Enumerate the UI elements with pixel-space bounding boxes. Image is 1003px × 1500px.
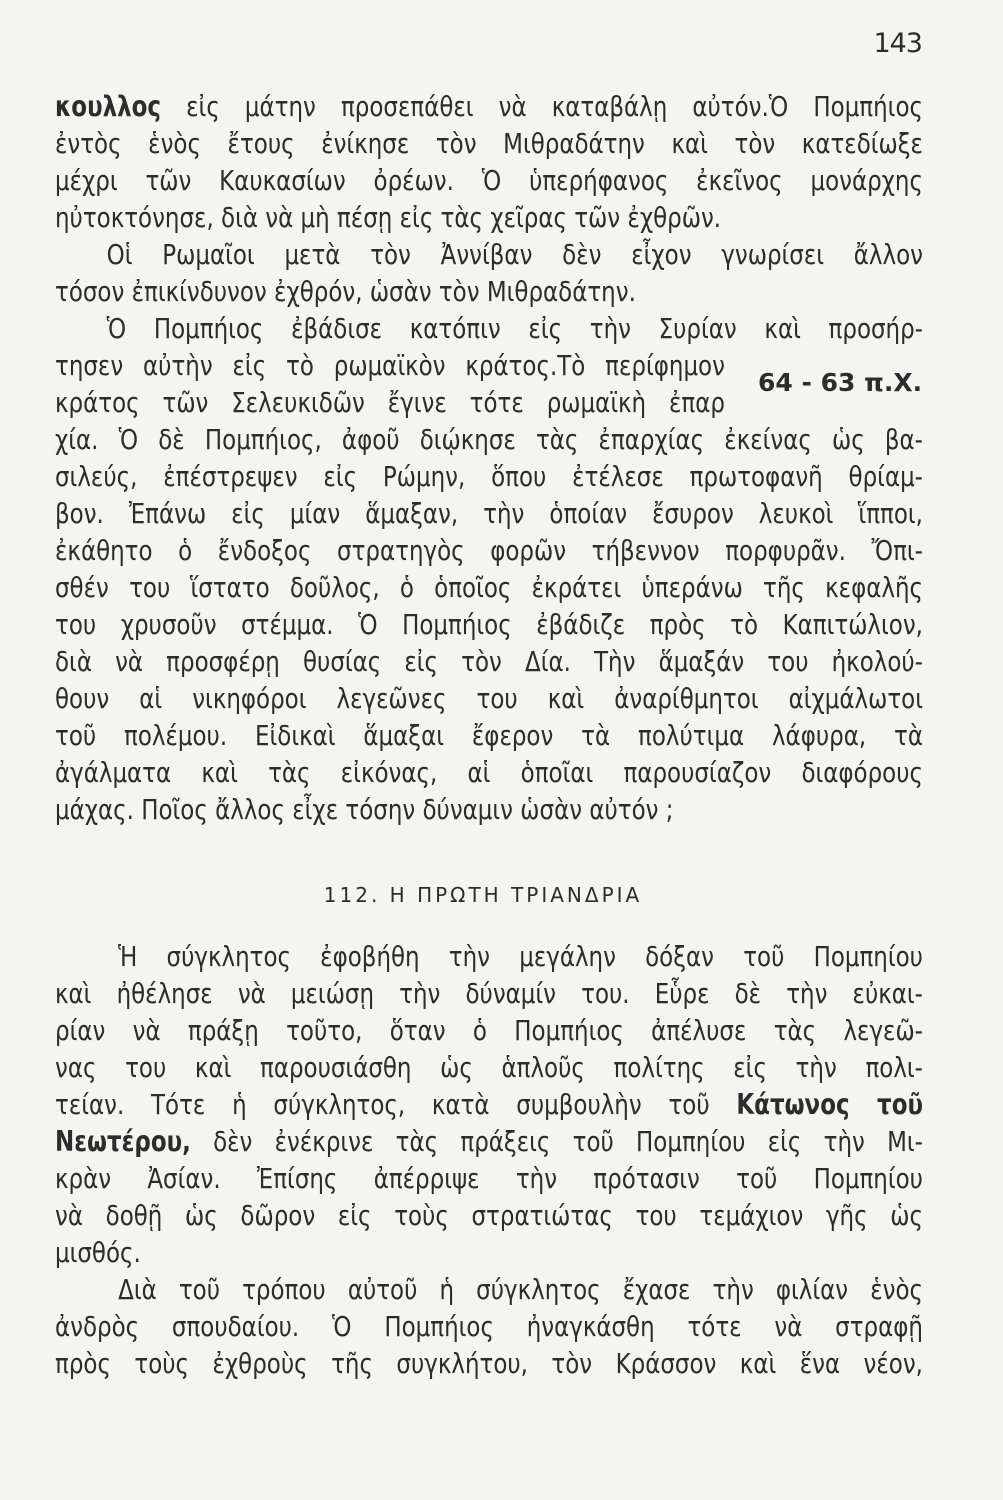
text-line: σιλεύς, ἐπέστρεψεν εἰς Ρώμην, ὅπου ἐτέλεσε πρωτοφανῆ θρίαμ- bbox=[55, 460, 923, 493]
text-line: πρὸς τοὺς ἐχθροὺς τῆς συγκλήτου, τὸν Κράσσον καὶ ἕνα νέον, bbox=[55, 1347, 923, 1380]
text-line: ἐντὸς ἑνὸς ἔτους ἐνίκησε τὸν Μιθραδάτην καὶ τὸν κατεδίωξε bbox=[55, 127, 923, 160]
text-block-lower bbox=[55, 938, 923, 1382]
text-line: καὶ ἠθέλησε νὰ μειώσῃ τὴν δύναμίν του. Εὗρε δὲ τὴν εὐκαι- bbox=[55, 977, 923, 1010]
text-line: μέχρι τῶν Καυκασίων ὀρέων. Ὁ ὑπερήφανος ἐκεῖνος μονάρχης bbox=[55, 164, 923, 197]
text-line bbox=[55, 1086, 923, 1123]
text-line: ἀγάλματα καὶ τὰς εἰκόνας, αἱ ὁποῖαι παρουσίαζον διαφόρους bbox=[55, 756, 923, 789]
bold-name: Κάτωνος τοῦ bbox=[736, 1088, 923, 1121]
text-line: τοῦ πολέμου. Εἰδικαὶ ἅμαξαι ἔφερον τὰ πολύτιμα λάφυρα, τὰ bbox=[55, 719, 923, 752]
text-line bbox=[55, 88, 923, 125]
text-line: Διὰ τοῦ τρόπου αὐτοῦ ἡ σύγκλητος ἔχασε τὴν φιλίαν ἑνὸς bbox=[118, 1273, 923, 1306]
line-text: δὲν ἐνέκρινε τὰς πράξεις τοῦ Πομπηίου εἰς τὴν Μι- bbox=[213, 1125, 923, 1158]
page-number: 143 bbox=[873, 28, 922, 59]
text-line: τησεν αὐτὴν εἰς τὸ ρωμαϊκὸν κράτος.Τὸ περίφημον bbox=[55, 349, 725, 382]
section-heading: 112. Η ΠΡΩΤΗ ΤΡΙΑΝΔΡΙΑ bbox=[323, 883, 643, 907]
text-line: νὰ δοθῇ ὡς δῶρον εἰς τοὺς στρατιώτας του τεμάχιον γῆς ὡς bbox=[55, 1199, 923, 1232]
paragraph bbox=[55, 938, 923, 1271]
text-block-upper bbox=[55, 88, 923, 828]
text-line: μάχας. Ποῖος ἄλλος εἶχε τόσην δύναμιν ὡσὰν αὐτόν ; bbox=[55, 793, 674, 826]
text-line: Οἱ Ρωμαῖοι μετὰ τὸν Ἀννίβαν δὲν εἶχον γνωρίσει ἄλλον bbox=[106, 238, 923, 271]
paragraph bbox=[55, 236, 923, 310]
text-line: Ἡ σύγκλητος ἐφοβήθη τὴν μεγάλην δόξαν τοῦ Πομπηίου bbox=[118, 940, 923, 973]
text-line: του χρυσοῦν στέμμα. Ὁ Πομπήιος ἐβάδιζε πρὸς τὸ Καπιτώλιον, bbox=[55, 608, 923, 641]
text-line: νας του καὶ παρουσιάσθη ὡς ἁπλοῦς πολίτης εἰς τὴν πολι- bbox=[55, 1051, 923, 1084]
bold-name: Νεωτέρου, bbox=[55, 1125, 191, 1158]
text-line: διὰ νὰ προσφέρῃ θυσίας εἰς τὸν Δία. Τὴν ἅμαξάν του ἠκολού- bbox=[55, 645, 923, 678]
text-line: ἐκάθητο ὁ ἔνδοξος στρατηγὸς φορῶν τήβεννον πορφυρᾶν. Ὄπι- bbox=[55, 534, 923, 567]
text-line bbox=[55, 1123, 923, 1160]
text-line: κράτος τῶν Σελευκιδῶν ἔγινε τότε ρωμαϊκὴ ἐπαρ bbox=[55, 386, 725, 419]
text-line: κρὰν Ἀσίαν. Ἐπίσης ἀπέρριψε τὴν πρότασιν τοῦ Πομπηίου bbox=[55, 1162, 923, 1195]
bold-word: κουλλος bbox=[55, 90, 162, 123]
text-line: τόσον ἐπικίνδυνον ἐχθρόν, ὡσὰν τὸν Μιθραδάτην. bbox=[55, 275, 636, 308]
text-line: θουν αἱ νικηφόροι λεγεῶνες του καὶ ἀναρίθμητοι αἰχμάλωτοι bbox=[55, 682, 923, 715]
text-line: βον. Ἐπάνω εἰς μίαν ἅμαξαν, τὴν ὁποίαν ἔσυρον λευκοὶ ἵπποι, bbox=[55, 497, 923, 530]
paragraph bbox=[55, 1271, 923, 1382]
text-line: σθέν του ἵστατο δοῦλος, ὁ ὁποῖος ἐκράτει ὑπεράνω τῆς κεφαλῆς bbox=[55, 571, 923, 604]
line-text: τείαν. Τότε ἡ σύγκλητος, κατὰ συμβουλὴν τοῦ bbox=[55, 1088, 710, 1121]
paragraph bbox=[55, 88, 923, 236]
margin-date-note: 64 - 63 π.Χ. bbox=[758, 368, 923, 397]
text-line: Ὁ Πομπήιος ἐβάδισε κατόπιν εἰς τὴν Συρίαν καὶ προσήρ- bbox=[106, 312, 923, 345]
line-text: εἰς μάτην προσεπάθει νὰ καταβάλῃ αὐτόν.Ὁ Πομπήιος bbox=[186, 90, 923, 123]
text-line: χία. Ὁ δὲ Πομπήιος, ἀφοῦ διῴκησε τὰς ἐπαρχίας ἐκείνας ὡς βα- bbox=[55, 423, 923, 456]
text-line: ρίαν νὰ πράξῃ τοῦτο, ὅταν ὁ Πομπήιος ἀπέλυσε τὰς λεγεῶ- bbox=[55, 1014, 923, 1047]
text-line: ἀνδρὸς σπουδαίου. Ὁ Πομπήιος ἠναγκάσθη τότε νὰ στραφῇ bbox=[55, 1310, 923, 1343]
text-line: μισθός. bbox=[55, 1236, 141, 1269]
text-line: ηὐτοκτόνησε, διὰ νὰ μὴ πέσῃ εἰς τὰς χεῖρας τῶν ἐχθρῶν. bbox=[55, 201, 722, 234]
